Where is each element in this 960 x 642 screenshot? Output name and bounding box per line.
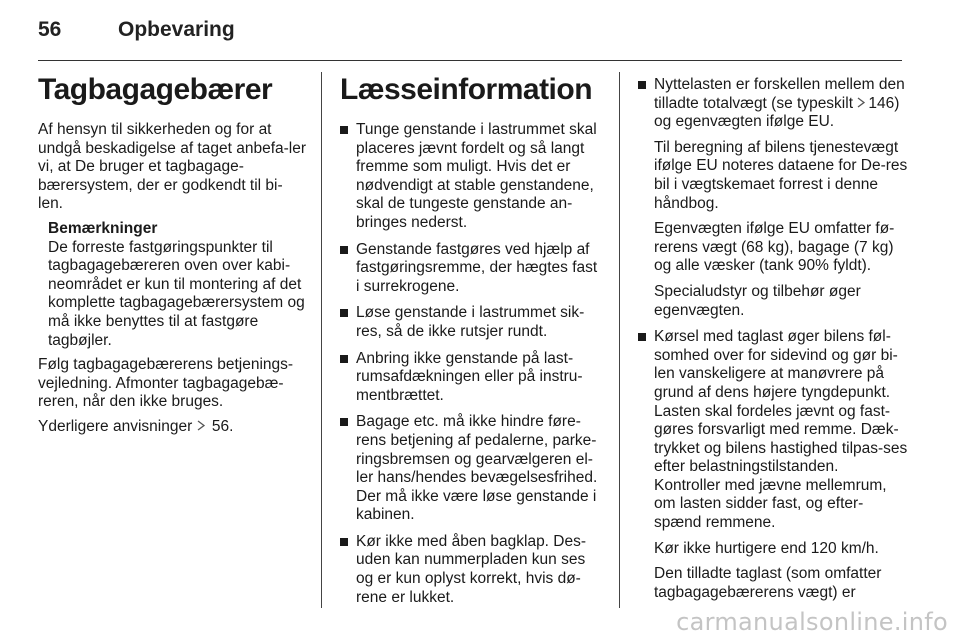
payload-definition: Nyttelasten er forskellen mellem den tilladte totalvægt (se typeskilt 146) og egenvægten ifølge EU. [654, 76, 905, 131]
section-title: Opbevaring [118, 18, 235, 41]
column-divider [321, 72, 322, 608]
service-weight-text: Til beregning af bilens tjenestevægt ifølge EU noteres dataene for De-res bil i vægtskemaet forrest i denne håndbog. [654, 138, 908, 212]
heading-roof-rack: Tagbagagebærer [38, 73, 273, 106]
optional-equipment-text: Specialudstyr og tilbehør øger egenvægten. [654, 282, 861, 319]
column-divider [619, 72, 620, 608]
speed-limit-text: Kør ikke hurtigere end 120 km/h. [654, 539, 879, 557]
column-roof-rack [38, 72, 306, 443]
roof-load-text: Kørsel med taglast øger bilens føl-somhed over for sidevind og gør bi-len vanskeligere at manøvrere på grund af dens højere tyngdepunkt. Lasten skal fordeles jævnt og fast-gøres forsvarligt med remme. Dæk-trykket og bilens hastighed tilpas-ses efter belastningstilstanden. Kontroller med jævne mellemrum, om lasten sidder fast, og efter-spænd remmene. [654, 328, 908, 532]
list-item: Genstande fastgøres ved hjælp af fastgøringsremme, der hægtes fast i surrekrogene. [340, 241, 604, 297]
watermark: carmanualsonline.info [676, 608, 948, 636]
note-text: De forreste fastgøringspunkter til tagbagagebæreren oven over kabi-neområdet er kun til montering af det komplette tagbagagebærersystem og må ikke benyttes til at fastgøre tagbøjler. [48, 238, 305, 349]
note-block [38, 220, 306, 350]
instructions-paragraph: Følg tagbagagebærerens betjenings-vejledning. Afmonter tagbagagebæ-reren, når den ikke bruges. [38, 356, 294, 411]
heading-loading-info: Læsseinformation [340, 73, 593, 106]
list-item: Anbring ikke genstande på last-rumsafdækningen eller på instru-mentbrættet. [340, 350, 604, 406]
more-info-line [38, 418, 306, 437]
more-info-page-link[interactable]: 56. [211, 417, 234, 435]
page-reference-icon [857, 95, 868, 114]
roof-load-limit-text: Den tilladte taglast (som omfatter tagbagagebærerens vægt) er [654, 565, 882, 601]
header-rule [38, 60, 902, 61]
eu-weight-text: Egenvægten ifølge EU omfatter fø-rerens vægt (68 kg), bagage (7 kg) og alle væsker (tank 90% fyldt). [654, 220, 895, 275]
more-info-label: Yderligere anvisninger [38, 417, 193, 435]
column-payload-info [638, 76, 908, 610]
list-item [638, 76, 908, 320]
page-number: 56 [38, 18, 62, 41]
list-item: Bagage etc. må ikke hindre føre-rens betjening af pedalerne, parke-ringsbremsen og gearvælgeren el-ler hans/hendes bevægelsesfrihed. Der må ikke være løse genstande i kabinen. [340, 413, 604, 525]
list-item: Løse genstande i lastrummet sik-res, så de ikke rutsjer rundt. [340, 304, 604, 341]
page-reference-icon [197, 418, 208, 437]
list-item [638, 328, 908, 602]
list-item: Tunge genstande i lastrummet skal placeres jævnt fordelt og så langt fremme som muligt. Hvis det er nødvendigt at stable genstandene, skal de tungeste genstande an-bringes nederst. [340, 121, 604, 233]
loading-bullet-list [340, 121, 604, 607]
note-title: Bemærkninger [48, 219, 158, 237]
intro-paragraph: Af hensyn til sikkerheden og for at undgå beskadigelse af taget anbefa-ler vi, at De bruger et tagbagage-bærersystem, der er godkendt til bi-len. [38, 121, 307, 213]
payload-bullet-list [638, 76, 908, 602]
list-item: Kør ikke med åben bagklap. Des-uden kan nummerpladen kun ses og er kun oplyst korrekt, hvis dø-rene er lukket. [340, 533, 604, 607]
column-loading-info [340, 72, 604, 615]
type-plate-page-link[interactable]: 146) og egenvægten ifølge EU. [654, 94, 900, 131]
